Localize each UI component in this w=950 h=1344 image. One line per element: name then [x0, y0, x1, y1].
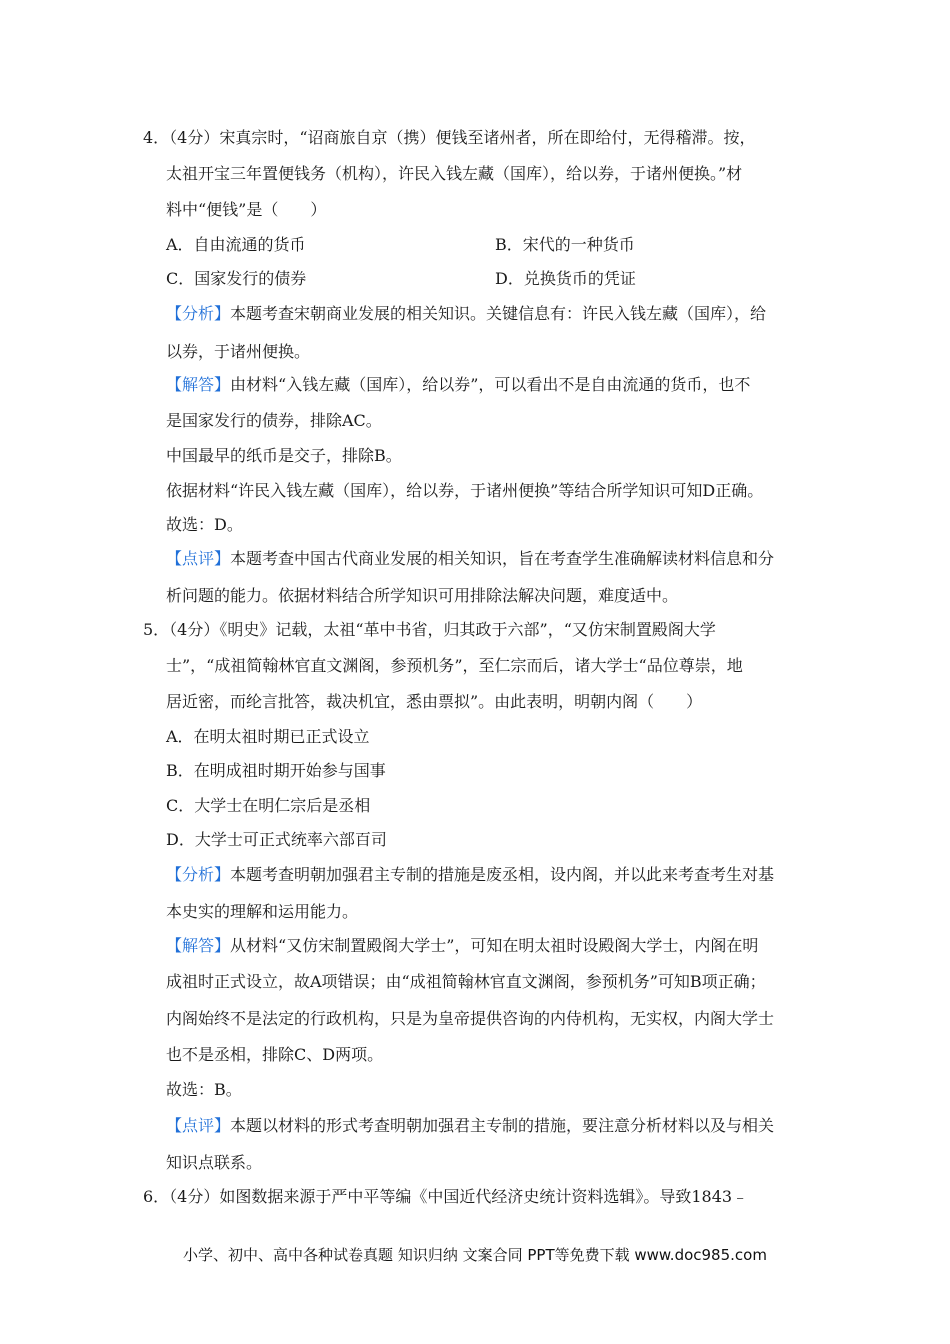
q4-option-d: D．兑换货币的凭证: [495, 269, 636, 288]
q5-comment-text-1: 本题以材料的形式考查明朝加强君主专制的措施，要注意分析材料以及与相关: [230, 1116, 775, 1135]
q4-analysis-line-1: [166, 304, 766, 324]
q5-answer-line-3: 内阁始终不是法定的行政机构，只是为皇帝提供咨询的内侍机构，无实权，内阁大学士: [166, 1009, 775, 1028]
q5-answer-line-5: 故选：B。: [166, 1080, 242, 1099]
q5-answer-text-1: 从材料“又仿宋制置殿阁大学士”，可知在明太祖时设殿阁大学士，内阁在明: [230, 936, 759, 955]
q4-answer-text-1: 由材料“入钱左藏（国库），给以券”，可以看出不是自由流通的货币，也不: [230, 375, 751, 394]
q6-stem-line-1: 6．（4分）如图数据来源于严中平等编《中国近代经济史统计资料选辑》。导致1843﹣: [143, 1187, 749, 1206]
q4-answer-line-2: 是国家发行的债券，排除AC。: [166, 411, 382, 430]
q5-analysis-line-2: 本史实的理解和运用能力。: [166, 902, 359, 921]
page-footer: 小学、初中、高中各种试卷真题 知识归纳 文案合同 PPT等免费下载 www.doc985.com: [183, 1246, 767, 1264]
answer-tag: 【解答】: [166, 936, 231, 955]
q4-analysis-line-2: 以券，于诸州便换。: [166, 342, 311, 361]
q5-answer-line-4: 也不是丞相，排除C、D两项。: [166, 1045, 384, 1064]
q5-option-c: C．大学士在明仁宗后是丞相: [166, 796, 371, 815]
q4-option-b: B．宋代的一种货币: [495, 235, 635, 254]
q4-option-a: A．自由流通的货币: [166, 235, 306, 254]
q5-stem-line-3: 居近密，而纶言批答，裁决机宜，悉由票拟”。由此表明，明朝内阁（ ）: [166, 692, 703, 711]
q4-answer-line-4: 依据材料“许民入钱左藏（国库），给以券，于诸州便换”等结合所学知识可知D正确。: [166, 481, 764, 500]
q4-analysis-text-1: 本题考查宋朝商业发展的相关知识。关键信息有：许民入钱左藏（国库），给: [230, 304, 767, 323]
q4-option-c: C．国家发行的债券: [166, 269, 307, 288]
q4-comment-text-1: 本题考查中国古代商业发展的相关知识，旨在考查学生准确解读材料信息和分: [230, 549, 775, 568]
q5-analysis-line-1: [166, 865, 774, 885]
q4-comment-line-1: [166, 549, 774, 569]
comment-tag: 【点评】: [166, 549, 231, 568]
q5-option-d: D．大学士可正式统率六部百司: [166, 830, 387, 849]
q5-option-b: B．在明成祖时期开始参与国事: [166, 761, 386, 780]
q5-answer-line-2: 成祖时正式设立，故A项错误；由“成祖简翰林官直文渊阁，参预机务”可知B项正确；: [166, 972, 766, 991]
q5-answer-line-1: [166, 936, 758, 956]
q5-stem-line-2: 士”，“成祖简翰林官直文渊阁，参预机务”，至仁宗而后，诸大学士“品位尊崇，地: [166, 656, 743, 675]
answer-tag: 【解答】: [166, 375, 231, 394]
q4-stem-line-3: 料中“便钱”是（ ）: [166, 200, 327, 219]
q4-answer-line-5: 故选：D。: [166, 515, 243, 534]
q4-answer-line-1: [166, 375, 750, 395]
q5-comment-line-1: [166, 1116, 774, 1136]
comment-tag: 【点评】: [166, 1116, 231, 1135]
q5-stem-line-1: 5．（4分）《明史》记载，太祖“革中书省，归其政于六部”，“又仿宋制置殿阁大学: [143, 620, 716, 639]
analysis-tag: 【分析】: [166, 304, 231, 323]
q5-comment-line-2: 知识点联系。: [166, 1153, 263, 1172]
q4-comment-line-2: 析问题的能力。依据材料结合所学知识可用排除法解决问题，难度适中。: [166, 586, 679, 605]
q4-answer-line-3: 中国最早的纸币是交子，排除B。: [166, 446, 402, 465]
q4-stem-line-1: 4．（4分）宋真宗时，“诏商旅自京（携）便钱至诸州者，所在即给付，无得稽滞。按，: [143, 128, 756, 147]
q4-stem-line-2: 太祖开宝三年置便钱务（机构），许民入钱左藏（国库），给以券，于诸州便换。”材: [166, 164, 743, 183]
q5-option-a: A．在明太祖时期已正式设立: [166, 727, 370, 746]
q5-analysis-text-1: 本题考查明朝加强君主专制的措施是废丞相，设内阁，并以此来考查考生对基: [230, 865, 775, 884]
analysis-tag: 【分析】: [166, 865, 231, 884]
